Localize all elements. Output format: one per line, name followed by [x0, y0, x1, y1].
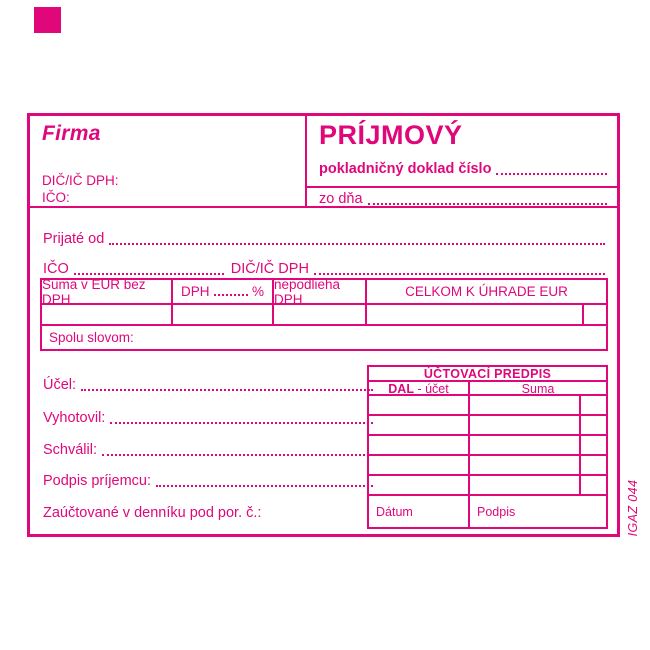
amount-cell	[470, 416, 606, 434]
received-from-row	[43, 230, 605, 248]
date-label: zo dňa	[319, 191, 363, 207]
approved-by-label: Schválil:	[43, 442, 97, 458]
company-name-placeholder: Firma	[42, 122, 101, 145]
journal-entry-row	[43, 504, 373, 522]
dotted-line	[109, 243, 605, 245]
vat-id-label: DIČ/IČ DPH:	[42, 173, 119, 188]
dotted-line	[314, 273, 605, 275]
dotted-line	[156, 485, 373, 487]
accounting-empty-row	[369, 456, 606, 476]
debit-cell	[369, 456, 470, 474]
value-cell	[367, 305, 606, 324]
company-ids	[42, 172, 119, 206]
accounting-empty-row	[369, 476, 606, 496]
date-row	[319, 190, 607, 208]
purpose-label: Účel:	[43, 377, 77, 393]
dotted-line	[74, 273, 224, 275]
debit-cell	[369, 436, 470, 454]
recipient-signature-row	[43, 472, 373, 490]
payer-ids-row	[43, 260, 605, 278]
document-subtitle-row	[319, 160, 607, 178]
accounting-date-label: Dátum	[369, 496, 470, 527]
debit-cell	[369, 416, 470, 434]
accounting-empty-row	[369, 416, 606, 436]
prepared-by-row	[43, 409, 373, 427]
company-box	[30, 116, 307, 206]
document-subtitle: pokladničný doklad číslo	[319, 161, 492, 177]
percent-sign: %	[251, 284, 264, 299]
print-color-swatch	[34, 7, 61, 33]
vat-label: DPH	[181, 284, 210, 299]
dotted-line	[368, 203, 607, 205]
col-not-subject-vat: nepodlieha DPH	[274, 280, 367, 303]
debit-account-header	[369, 382, 470, 394]
cents-subcell	[579, 476, 606, 494]
accounting-table-footer	[369, 496, 606, 527]
company-id-label: IČO:	[42, 190, 70, 205]
payer-company-id-label: IČO	[43, 261, 69, 277]
debit-cell	[369, 476, 470, 494]
total-in-words-label: Spolu slovom:	[49, 330, 134, 345]
accounting-empty-row	[369, 396, 606, 416]
accounting-empty-row	[369, 436, 606, 456]
cents-subcell	[582, 305, 606, 324]
dotted-line	[110, 422, 373, 424]
amount-header: Suma	[521, 382, 555, 396]
receipt-form	[27, 113, 620, 537]
dotted-line	[102, 454, 373, 456]
amounts-table-header	[42, 276, 606, 307]
approved-by-row	[43, 441, 373, 459]
journal-entry-label: Zaúčtované v denníku pod por. č.:	[43, 505, 262, 521]
dotted-line	[81, 389, 373, 391]
document-title: PRÍJMOVÝ	[319, 120, 463, 150]
document-title-box	[307, 116, 617, 206]
accounting-prescription-table	[367, 365, 608, 529]
col-sum-without-vat: Suma v EUR bez DPH	[42, 280, 173, 303]
prepared-by-label: Vyhotovil:	[43, 410, 106, 426]
debit-suffix: - účet	[413, 382, 449, 396]
accounting-table-header	[369, 382, 606, 396]
value-cell	[42, 305, 173, 324]
amount-cell	[470, 436, 606, 454]
amount-cell	[470, 396, 606, 414]
cents-subcell	[579, 456, 606, 474]
col-vat-percent	[173, 280, 274, 303]
amounts-value-row	[42, 305, 606, 326]
form-code: IGAZ 044	[626, 479, 640, 537]
accounting-table-title: ÚČTOVACÍ PREDPIS	[369, 367, 606, 382]
purpose-row	[43, 376, 373, 394]
cents-subcell	[579, 396, 606, 414]
recipient-signature-label: Podpis príjemcu:	[43, 473, 151, 489]
amounts-table	[40, 278, 608, 351]
payer-vat-id-label: DIČ/IČ DPH	[230, 261, 309, 277]
value-cell	[274, 305, 367, 324]
cents-subcell	[579, 416, 606, 434]
amount-cell	[470, 476, 606, 494]
value-cell	[173, 305, 274, 324]
total-in-words-row	[42, 326, 606, 349]
form-header	[30, 116, 617, 208]
dotted-line	[496, 173, 607, 175]
cents-subcell	[579, 436, 606, 454]
debit-label: DAL	[388, 382, 414, 396]
col-total: CELKOM K ÚHRADE EUR	[405, 284, 568, 299]
accounting-signature-label: Podpis	[477, 504, 516, 519]
amount-cell	[470, 456, 606, 474]
dotted-line	[214, 294, 248, 296]
header-divider	[307, 186, 617, 188]
debit-cell	[369, 396, 470, 414]
received-from-label: Prijaté od	[43, 231, 105, 247]
